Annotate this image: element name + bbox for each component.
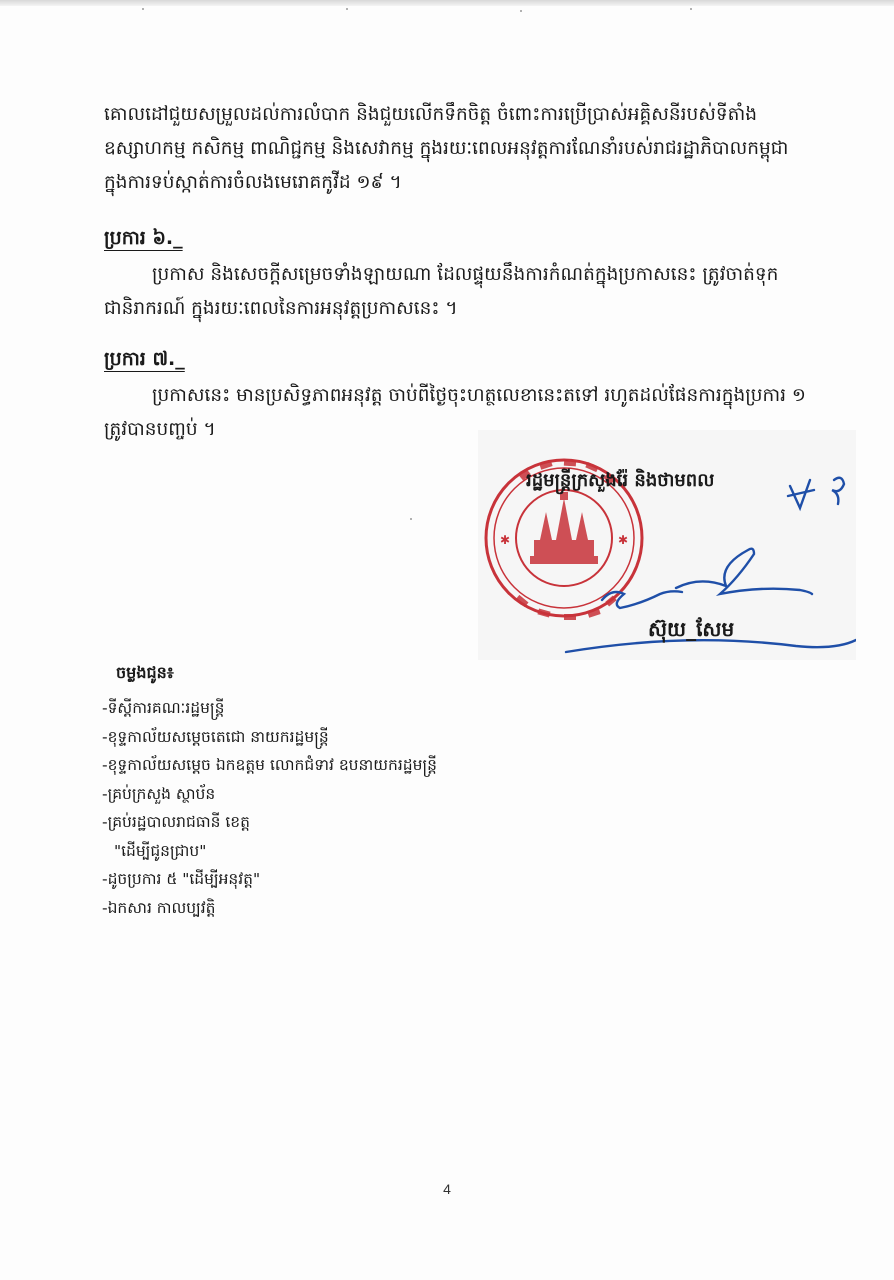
list-item: -គ្រប់ក្រសួង ស្ថាប័ន bbox=[102, 784, 216, 803]
minister-title: រដ្ឋមន្ត្រីក្រសួងរ៉ែ និងថាមពល bbox=[526, 470, 715, 491]
paragraph-line: ប្រកាស និងសេចក្តីសម្រេចទាំងឡាយណា ដែលផ្ទុយនឹងការកំណត់ក្នុងប្រកាសនេះ ត្រូវចាត់ទុក bbox=[152, 264, 779, 285]
list-item: -ខុទ្ទកាល័យសម្តេច ឯកឧត្តម លោកជំទាវ ឧបនាយករដ្ឋមន្ត្រី bbox=[102, 756, 437, 774]
list-item: -ឯកសារ កាលប្បវត្តិ bbox=[102, 898, 216, 917]
paragraph-line: ក្នុងការទប់ស្កាត់ការចំលងមេរោគកូវីដ ១៩ ។ bbox=[104, 172, 402, 193]
scan-speck bbox=[142, 8, 144, 10]
svg-text:✱: ✱ bbox=[500, 533, 511, 547]
minister-name: ស៊ុយ_សែម bbox=[648, 617, 735, 641]
signature-block bbox=[478, 430, 856, 660]
svg-text:✱: ✱ bbox=[618, 533, 629, 547]
list-item: -ទីស្តីការគណៈរដ្ឋមន្ត្រី bbox=[102, 699, 225, 717]
scan-speck bbox=[690, 8, 692, 10]
intro-paragraph bbox=[104, 98, 832, 200]
recipients-title: ចម្លងជូន៖ bbox=[116, 663, 174, 682]
paragraph-line: គោលដៅជួយសម្រួលដល់ការលំបាក និងជួយលើកទឹកចិត្ត ចំពោះការប្រើប្រាស់អគ្គិសនីរបស់ទីតាំង bbox=[104, 104, 757, 125]
paragraph-line: ប្រកាសនេះ មានប្រសិទ្ធភាពអនុវត្ត ចាប់ពីថ្ងៃចុះហត្ថលេខានេះតទៅ រហូតដល់ផែនការក្នុងប្រការ ១ bbox=[152, 385, 806, 406]
paragraph-line: ឧស្សាហកម្ម កសិកម្ម ពាណិជ្ជកម្ម និងសេវាកម្ម ក្នុងរយៈពេលអនុវត្តការណែនាំរបស់រាជរដ្ឋាភិបាលកម្ពុជា bbox=[104, 138, 789, 159]
article-6-heading: ប្រការ ៦._ bbox=[104, 227, 183, 249]
scan-top-edge bbox=[0, 0, 894, 6]
article-7-heading: ប្រការ ៧._ bbox=[104, 348, 185, 370]
scan-speck bbox=[410, 518, 412, 520]
recipients-list bbox=[102, 694, 437, 922]
page-number: 4 bbox=[443, 1181, 451, 1197]
paragraph-line: ត្រូវបានបញ្ចប់ ។ bbox=[104, 419, 216, 440]
article-6-body bbox=[104, 258, 832, 326]
scan-speck bbox=[520, 10, 522, 12]
scan-speck bbox=[346, 8, 348, 10]
list-item: -ដូចប្រការ ៥ "ដើម្បីអនុវត្ត" bbox=[102, 870, 261, 888]
list-item: "ដើម្បីជូនជ្រាប" bbox=[114, 841, 207, 860]
list-item: -គ្រប់រដ្ឋបាលរាជធានី ខេត្ត bbox=[102, 813, 250, 831]
list-item: -ខុទ្ទកាល័យសម្តេចតេជោ នាយករដ្ឋមន្ត្រី bbox=[102, 727, 329, 746]
paragraph-line: ជានិរាករណ៍ ក្នុងរយៈពេលនៃការអនុវត្តប្រកាសនេះ ។ bbox=[104, 298, 458, 319]
